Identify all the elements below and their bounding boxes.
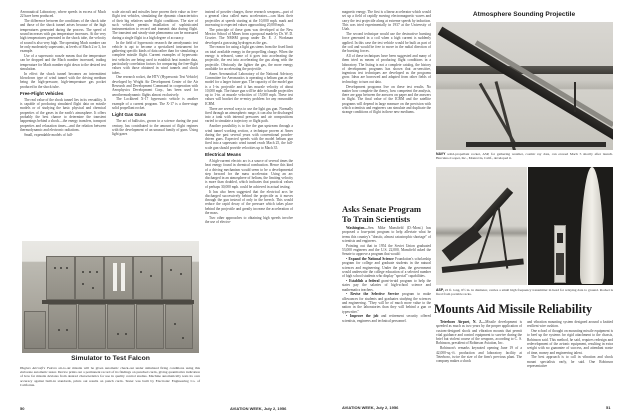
paragraph: The reason for using a light gas stems from the fixed limit on total available energy in the propelling charge. When the energy is released, some of it goes into accelerating the projectile, the rest into accelerating the gas along with the projectile. Obviously the lighter the gas, the more energy available for accelerating the projectile. (205, 45, 293, 71)
atmosphere-photo-caption (436, 152, 613, 160)
paragraph: Use of a supersonic nozzle means that the temperature can be dropped and the Mach number increased, trading temperature for Mach number right down to the desired test simulation. (20, 53, 106, 71)
paragraph: The best approach is to call in vibration and shock mount specialists early, he said. One Robinson representative (527, 355, 613, 368)
asp-photos-caption (436, 288, 613, 296)
paragraph: The real value of the shock tunnel lies in its versatility. It is capable of producing simulated flight data on missile models or of studying the basic physical and chemical properties of the gases in the earth's atmosphere. It offers probably the best chance to determine the transient happenings behind a shock—the energy transfers, transport properties and relaxation times—and the relation between thermodynamic and electronic radiations. (20, 97, 106, 132)
bullet-item: • Improve the job and retirement security offered scientists, engineers and technical personnel. (342, 314, 431, 323)
paragraph: instead of powder charges, these research weapons—part of a general class called mass accelerators—can blast their projectiles at speeds starting at the 10,000 mph. mark and increasing to expected values approaching 20,000 mph. (205, 10, 293, 27)
senate-article-body (342, 226, 431, 401)
paragraph: and vibration mounting system designed around a knitted resilient wire cushion. (527, 320, 613, 329)
right-column-1 (342, 10, 431, 158)
atmosphere-photo-title: Atmosphere Sounding Projectile (472, 11, 576, 18)
caption-text: air-to-air missile will be given automatic check-out under simulated firing conditions using this elaborate automatic tester. Device prints out a permanent record of its findings on punched cards, giving quantitative indication of how far missile deviates from desired characteristics for use in quality control studies. Machine automatically tests its own accuracy against built-in standards, prints out results on punch cards. Tester was built by Electronic Engineering Co. of California. (20, 366, 201, 387)
mounts-column-2 (527, 320, 613, 400)
paragraph: The difference between the conditions of the shock tube and those of the shock tunnel arises because of the high temperatures generated during the process. The speed of sound increases with gas temperature increases. At the very high temperatures generated in the shock tube, the velocity of sound is also very high. The operating Mach number can be only moderately supersonic, at levels of Mach 2 or 3, for example. (20, 19, 106, 54)
mounts-column-1 (436, 320, 522, 400)
paragraph: The second technique would use the destructive bursting force generated in a coil when a high current is suddenly applied. In this case the test vehicle would be built as part of the coil and would be free to move in the radial direction of the bursting forces. (342, 31, 431, 54)
paragraph: Small, expendable models of full- (24, 132, 73, 137)
paragraph: One research rocket, the HTV (Hypersonic Test Vehicle) developed by Wright Air Development Center of the Air Research and Development Command in cooperation with Aerophysics Development Corp., has been used for aerothermodynamic flights almost exclusively. (112, 75, 198, 97)
paragraph: All of these techniques have been suggested and many of them tried as means of producing flight conditions in a laboratory. The listing is not a complete catalog, the history of development programs has shown that as-sensitive, ingenious test techniques are developed as the programs grow. Ideas are borrowed and adapted from other fields of technology to turn out data. (342, 53, 431, 84)
paragraph: Missile development is speeded as much as two years by the proper application of custom-designed shock and vibration mounts that permit vital guidance and control equipment to survive during the brief but violent course of the weapons, according to C. S. Robinson, president of Robinson Aviation, Inc. (436, 320, 522, 346)
dateline: Teterboro Airport, N. J.— (440, 320, 486, 324)
subhead-electrical-means: Electrical Means (205, 152, 242, 157)
left-column-3 (205, 10, 293, 402)
atmosphere-projectile-photo (436, 22, 613, 150)
senate-headline-line1: Asks Senate Program (342, 204, 422, 214)
left-column-2 (112, 10, 198, 222)
paragraph: In effect the shock tunnel becomes an intermittent blowdown type of wind tunnel with the driving medium being the high-pressure, high-temperature gas pocket produced in the shock tube. (20, 71, 106, 89)
page-number-right: 51 (606, 405, 611, 410)
bullet-item: • Establish a federal grant-in-aid program to help the states pay the salaries of high-school science and mathematics teachers. (342, 279, 431, 292)
simulator-photo-caption (20, 366, 200, 387)
paragraph: The Lockheed X-17 hypersonic vehicle is another example of a current program. The X-17 is a three-stage solid propellant rocket. (112, 97, 198, 111)
caption-lead: Hughes Aircraft's Falcon (20, 366, 57, 370)
paragraph: Sen. Mike Mansfield (D.-Mont.) has proposed a four-point program to help alleviate what he terms this country's "drastic, almost catastrophic shortage" of scientists and engineers. (342, 226, 431, 243)
simulator-photo (22, 241, 199, 353)
footer-right: AVIATION WEEK, July 2, 1956 (342, 405, 399, 410)
asp-launcher-photo (436, 167, 527, 285)
simulator-photo-title: Simulator to Test Falcon (71, 355, 150, 362)
bullet-item: • Revise the Selective Service program to make allowances for students and graduates studying the sciences and engineering. "They will be of much more value to the nation in the laboratories than they will behind a gun or typewriter." (342, 292, 431, 314)
paragraph: magnetic energy. The first is a linear accelerator which would set up a field of rapidly moving electromagnetic waves and carry the test projectile along at extreme speeds by induction. This was tried experimentally in 1937 at the University of Utah. (342, 10, 431, 32)
senate-headline-line2: To Train Scientists (342, 213, 411, 224)
caption-text: solid-propellant rocket, ASP, for gathering weather, cosmic ray data, can exceed Mach 5 shortly after launch. Hercules-Cooper, Inc., Monrovia, Calif., developed it. (436, 152, 613, 161)
paragraph: Two other approaches to obtaining high speeds involve the use of electro- (205, 215, 293, 225)
asp-rocket-photo (528, 167, 613, 285)
paragraph: One school of thought on mounting missile equipment is to beef up the systems for rigid attachment to the chassis, Robinson said. This method, he said, requires redesign and redevelopment of the avionic equipment, resulting in extra weight with no guarantee of success, and attendant waste of time, money and engineering talent. (527, 329, 613, 355)
footer-left: AVIATION WEEK, July 2, 1956 (230, 406, 287, 411)
caption-lead: ASP, (436, 288, 444, 292)
caption-text: 22 ft. long, 6½ in. in diameter, carries a small high frequency transmitter in head for relaying data to ground. Rocket is fired from portable racks. (436, 288, 613, 297)
mounts-headline: Mounts Aid Missile Reliability (434, 302, 593, 316)
page-number-left: 50 (20, 406, 25, 411)
paragraph: It has also been suggested that the electrical arcs be discharged successively behind the projectile as it moves through the gun instead of only in the breech. This would reduce the rapid decay of the pressure which takes place behind the projectile and greatly increase the acceleration of the mass. (205, 189, 293, 216)
right-page (316, 0, 632, 420)
paragraph: There are several ways to use the light gas gun. Normally fired through an atmospheric range, it can also be discharged into a tank with internal pressures and air compositions varied to simulate a trajectory or flight path. (205, 106, 293, 124)
senate-headline (342, 205, 421, 224)
paragraph: scale aircraft and missiles have proven their value as free-flight test vehicles, simulating the dynamic characteristics of their big relatives under flight conditions. The size of such vehicles permits installation of sophisticated instrumentation to record and transmit data during flight. The transient and steady-state phenomena can be measured during a single flight to a high degree of accuracy. (112, 10, 198, 40)
paragraph: In the field of hypersonic research the aerodynamic test vehicle is apt to become a specialized instrument for gathering specific kinds of data rather than for simulating a complete missile flight. Current examples of hypersonic test vehicles are being used to establish heat transfer data, particularly correlation factors for comparing the free-flight values with those obtained in wind tunnels and shock tubes. (112, 40, 198, 75)
paragraph: The principle of these guns was developed at the New Mexico School of Mines from a proposal made by Dr. W. D. Crozier. The NMSM group under Dr. E. J. Workman developed a gun using hydrogen as the gas. (205, 27, 293, 45)
paragraph: Pointing out that in 1954 the Soviet Union graduated 53,000 engineers and the U.S. 22,000, Mansfield asked the Senate to approve a program that would: (342, 243, 431, 257)
subhead-light-gas-guns: Light Gas Guns (112, 112, 147, 118)
paragraph: A high-current electric arc is a source of several times the heat energy found in chemical combustion. Hence this kind of a driving mechanism would seem to be a developmental step forward for the mass accelerator. Using an arc discharged in an atmosphere of helium, the limiting velocity is more than doubled, which indicates that practical values of perhaps 30,000 mph. could be achieved in actual testing. (205, 159, 293, 189)
paragraph: Another possibility is to fire the gun upstream through a wind tunnel working section, a technique proven at Ames during the past several years with conventional powder-driven guns. Expected speeds with the model helium gun fired into a supersonic wind tunnel reach Mach 25, the full-scale gun should provide velocities up to Mach 35. (205, 124, 293, 150)
left-column-1 (20, 10, 106, 222)
caption-lead: NAVY (436, 152, 446, 156)
paragraph: Development programs live on these test results. No matter how complete the theory, how competent the analysis, there are gaps between the answers on paper and the answers in flight. The final value of the ICBM and the satellite programs will depend in large measure on the precision with which scientists and engineers can simulate and duplicate the strange conditions of flight in these new mediums. (342, 84, 431, 115)
paragraph: Robinson's remarks keynoted opening June 19 of a 42,000-sq.-ft. production and laboratory facility at Teterboro, twice the size of the firm's previous plant. The company makes a shock (436, 346, 522, 364)
paragraph: The art of ballistics, grown to a science during the past century, has contributed to the amount of flight regimes with the development of an unusual family of guns. Using light gases (112, 119, 198, 137)
dateline: Washington— (346, 226, 368, 230)
subhead-free-flight-vehicles: Free-Flight Vehicles (20, 90, 64, 96)
paragraph: Aeronautical Laboratory, where speeds in excess of Mach 22 have been produced. (20, 10, 106, 19)
bullet-item: • Expand the National Science Foundation's scholarship program for college and graduate students in the natural sciences and engineering. Under the plan, the government would underwrite the college education of a selected number of high school students who display "special" capabilities. (342, 257, 431, 279)
paragraph: Ames Aeronautical Laboratory of the National Advisory Committee for Aeronautics is operating a helium gun as the model for a larger future gun. The capacity of the model gun is a 1-in. projectile and it has muzzle velocity of about 10,000 mph. The future gun will be able to handle projectiles up to 1-in. at muzzle velocities of 15,000 mph. These test values will bracket the re-entry problem for any reasonable ICBM. (205, 71, 293, 106)
